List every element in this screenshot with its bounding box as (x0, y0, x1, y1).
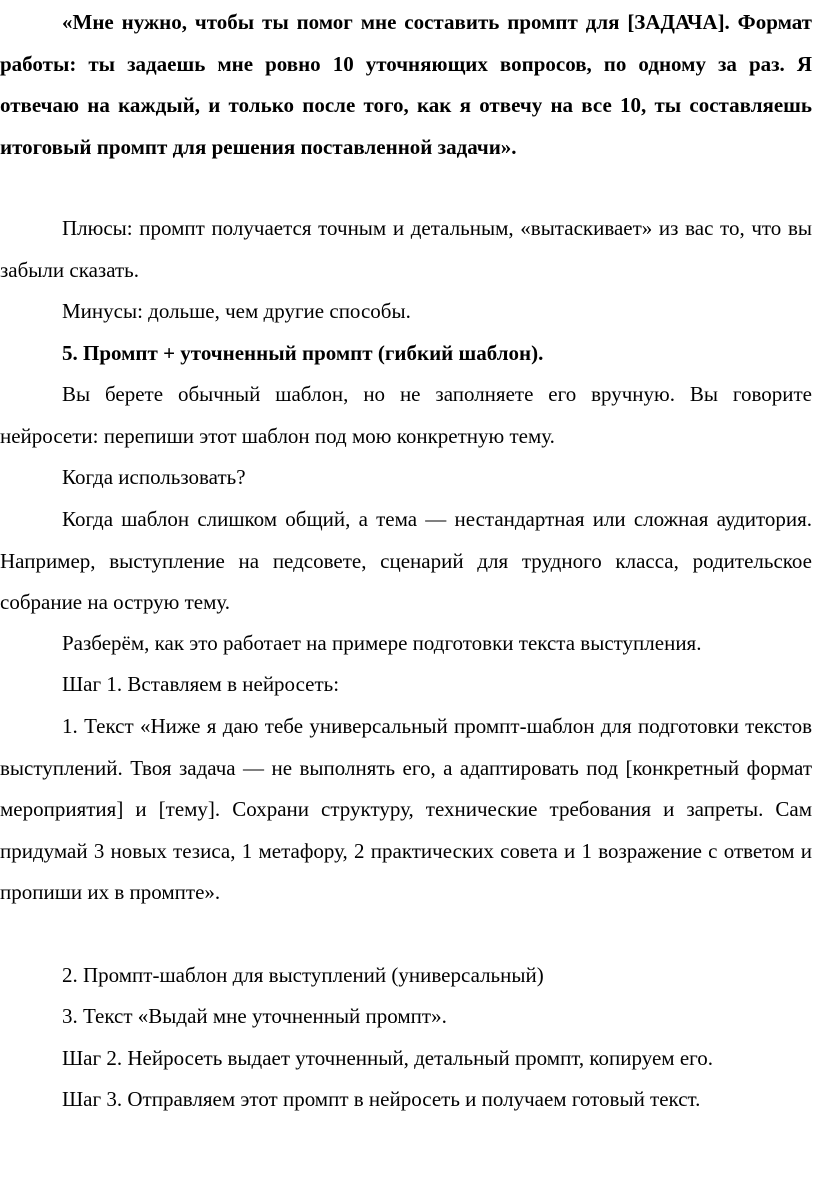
paragraph-step-3: Шаг 3. Отправляем этот промпт в нейросеть и получаем готовый текст. (62, 1087, 701, 1111)
paragraph-example-intro: Разберём, как это работает на примере подготовки текста выступления. (62, 631, 702, 655)
paragraph-use-cases: Когда шаблон слишком общий, а тема — нестандартная или сложная аудитория. Например, выступление на педсовете, сценарий для трудного класса, родительское собрание на острую тему. (0, 507, 812, 614)
paragraph-step-1-item-2: 2. Промпт-шаблон для выступлений (универсальный) (62, 963, 544, 987)
paragraph-pros: Плюсы: промпт получается точным и детальным, «вытаскивает» из вас то, что вы забыли сказать. (0, 216, 812, 282)
paragraph-template-description: Вы берете обычный шаблон, но не заполняете его вручную. Вы говорите нейросети: перепиши этот шаблон под мою конкретную тему. (0, 382, 812, 448)
paragraph-step-1-item-1: 1. Текст «Ниже я даю тебе универсальный промпт-шаблон для подготовки текстов выступлений. Твоя задача — не выполнять его, а адаптировать под [конкретный формат мероприятия] и [тему]. Сохрани структуру, технические требования и запреты. Сам придумай 3 новых тезиса, 1 метафору, 2 практических совета и 1 возражение с ответом и пропиши их в промпте». (0, 714, 812, 904)
paragraph-when-to-use: Когда использовать? (62, 465, 246, 489)
paragraph-prompt-request: «Мне нужно, чтобы ты помог мне составить промпт для [ЗАДАЧА]. Формат работы: ты задаешь мне ровно 10 уточняющих вопросов, по одному за раз. Я отвечаю на каждый, и только после того, как я отвечу на все 10, ты составляешь итоговый промпт для решения поставленной задачи». (0, 10, 812, 159)
section-heading-5: 5. Промпт + уточненный промпт (гибкий шаблон). (62, 341, 544, 365)
paragraph-step-1: Шаг 1. Вставляем в нейросеть: (62, 672, 340, 696)
paragraph-step-1-item-3: 3. Текст «Выдай мне уточненный промпт». (62, 1004, 447, 1028)
paragraph-step-2: Шаг 2. Нейросеть выдает уточненный, детальный промпт, копируем его. (62, 1046, 713, 1070)
paragraph-cons: Минусы: дольше, чем другие способы. (62, 299, 411, 323)
